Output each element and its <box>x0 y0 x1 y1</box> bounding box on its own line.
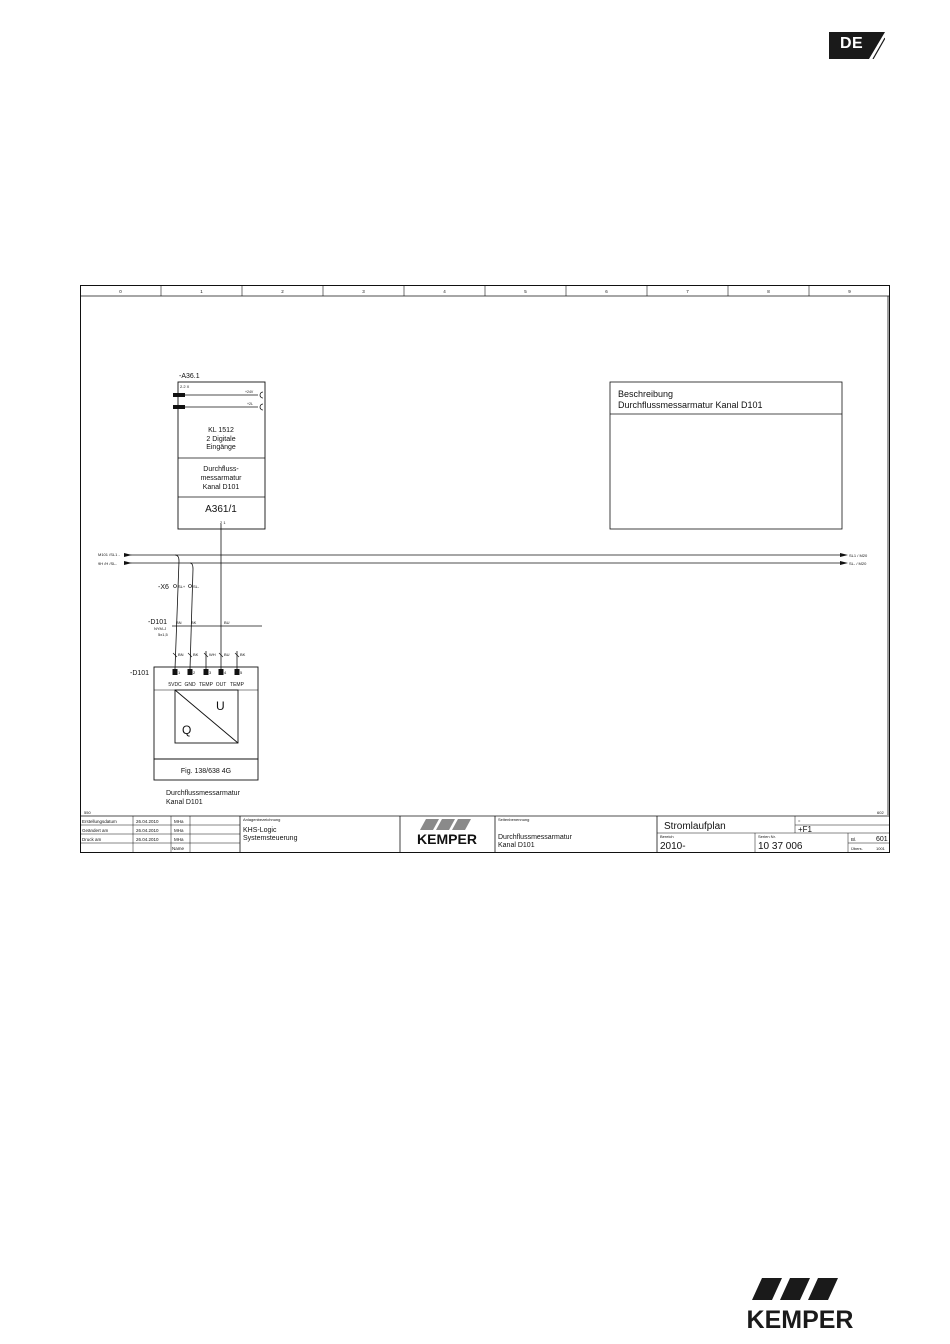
converter-u: U <box>216 699 225 713</box>
terminal-4 <box>219 669 224 675</box>
tb-year: 2010- <box>660 841 686 852</box>
pin-connector-2 <box>173 405 185 409</box>
tb-name-label: Name <box>172 846 185 851</box>
tb-doc-type: Stromlaufplan <box>664 821 726 832</box>
terminal-id: -X6 <box>158 584 169 591</box>
module-address: A361/1 <box>205 504 237 515</box>
module-pins: 2 1 <box>220 520 226 525</box>
flow-meter-box <box>154 667 258 759</box>
grid-col-0: 0 <box>119 289 122 294</box>
cable-type: NYM-J <box>154 626 167 631</box>
device-wires <box>168 651 245 688</box>
tb-page-label: Seitenbenennung <box>498 817 530 822</box>
title-block <box>80 816 890 852</box>
terminal-3 <box>204 669 209 675</box>
tb-loc: +F1 <box>798 825 813 834</box>
tb-von: 1001 <box>876 846 885 851</box>
cable-core1: BN <box>176 620 182 625</box>
tb-loc-label: = <box>798 818 801 823</box>
tb-page-1: Durchflussmessarmatur <box>498 834 572 841</box>
cable-id: -D101 <box>148 619 168 626</box>
bus-out-1: SL1 / M20 <box>849 553 868 558</box>
wire-color-4: BU <box>224 652 230 657</box>
terminal-label-5: TEMP <box>230 682 244 688</box>
terminal-num-5: 5 <box>240 670 243 675</box>
tb-serial-label: Serien Nr. <box>758 834 776 839</box>
terminal-1 <box>173 669 178 675</box>
grid-col-6: 6 <box>605 289 608 294</box>
tb-row2-date: 26.04.2010 <box>136 828 159 833</box>
cable-core3: BU <box>224 620 230 625</box>
pin-connector-1 <box>173 393 185 397</box>
tb-row3-by: MHa <box>174 837 184 842</box>
device-fig: Fig. 138/638 4G <box>180 768 232 775</box>
wire-color-2: BK <box>193 652 199 657</box>
bus-out-2: SL- / M20 <box>849 561 867 566</box>
language-label: DE <box>840 35 864 52</box>
kemper-logo-small <box>417 819 477 847</box>
tb-row2-by: MHa <box>174 828 184 833</box>
tb-bl-label: Bl. <box>851 837 857 842</box>
grid-col-4: 4 <box>443 289 446 294</box>
kemper-wordmark-small: KEMPER <box>417 831 477 847</box>
terminal-label-3: TEMP <box>199 682 213 688</box>
circuit-diagram-sheet <box>80 285 890 853</box>
grid-col-7: 7 <box>686 289 689 294</box>
tb-serial: 10 37 006 <box>758 841 803 852</box>
tb-von-label: Übers. <box>851 846 863 851</box>
tb-year-label: Bereich <box>660 834 674 839</box>
wire-color-5: BK <box>240 652 246 657</box>
grid-ruler <box>119 285 851 296</box>
next-page: 602 <box>877 810 884 815</box>
description-text: Durchflussmessarmatur Kanal D101 <box>618 400 763 410</box>
module-desc1: Durchfluss- <box>203 466 239 473</box>
terminal-num-3: 3 <box>209 670 212 675</box>
wire-color-1: BN <box>178 652 184 657</box>
tb-row1-by: MHa <box>174 819 184 824</box>
terminal-num-2: 2 <box>193 670 196 675</box>
terminal-pin2: SL- <box>193 584 200 589</box>
grid-col-5: 5 <box>524 289 527 294</box>
module-desc3: Kanal D101 <box>202 484 240 491</box>
device-caption-2: Kanal D101 <box>166 799 203 806</box>
terminal-label-1: 5VDC <box>168 682 182 688</box>
grid-col-2: 2 <box>281 289 284 294</box>
tb-row3-date: 26.04.2010 <box>136 837 159 842</box>
wire-color-3: WH <box>209 652 216 657</box>
bus-in-1: M101 /SL1 - <box>98 552 120 557</box>
module-id: -A36.1 <box>179 373 200 380</box>
cable-size: 5x1,5 <box>158 632 168 637</box>
grid-col-1: 1 <box>200 289 203 294</box>
grid-col-3: 3 <box>362 289 365 294</box>
kemper-logo <box>720 1276 880 1334</box>
description-title: Beschreibung <box>618 389 674 399</box>
terminal-2 <box>188 669 193 675</box>
module-line2: 2 Digitale <box>206 436 236 443</box>
pin2-label: +2L <box>247 402 253 406</box>
device-caption-1: Durchflussmessarmatur <box>166 790 240 797</box>
module-desc2: messarmatur <box>200 475 242 482</box>
terminal-5 <box>235 669 240 675</box>
bus-in-2: 9H /H /SL- <box>98 561 117 566</box>
device-id: -D101 <box>130 670 150 677</box>
terminal-label-4: OUT <box>215 682 227 688</box>
terminal-label-2: GND <box>184 682 196 688</box>
tb-plant-label: Anlagenbezeichnung <box>243 817 281 822</box>
tb-bl: 601 <box>876 836 888 843</box>
tb-row2-label: Geändert am <box>82 828 109 833</box>
grid-col-8: 8 <box>767 289 770 294</box>
tb-page-2: Kanal D101 <box>498 842 535 849</box>
converter-q: Q <box>182 723 192 737</box>
terminal-pin1: SL+ <box>178 584 186 589</box>
module-line3: Eingänge <box>206 444 236 451</box>
tb-row1-label: Erstellungsdatum <box>82 819 117 824</box>
prev-page: 550 <box>84 810 91 815</box>
module-sub: 2.2 X <box>180 384 190 389</box>
pin1-label: +24V <box>245 390 254 394</box>
module-type: KL 1512 <box>208 427 234 434</box>
kemper-wordmark: KEMPER <box>746 1306 854 1334</box>
terminal-num-4: 4 <box>224 670 227 675</box>
terminal-num-1: 1 <box>178 670 181 675</box>
tb-row3-label: Druck am <box>82 837 102 842</box>
grid-col-9: 9 <box>848 289 851 294</box>
cable-core2: BK <box>191 620 197 625</box>
tb-plant-2: Systemsteuerung <box>243 835 298 842</box>
tb-plant-1: KHS-Logic <box>243 827 277 834</box>
tb-row1-date: 26.04.2010 <box>136 819 159 824</box>
